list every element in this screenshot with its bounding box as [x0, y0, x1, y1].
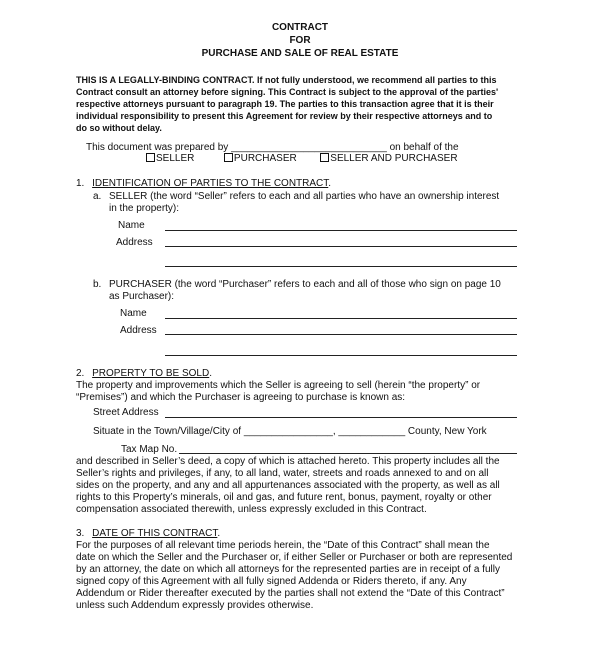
notice-line: do so without delay.: [76, 123, 162, 133]
section-number: 2.: [76, 368, 85, 379]
checkbox-icon: [146, 153, 155, 162]
date-body-line: signed copy of this Agreement with all fully signed Addenda or Riders thereto, if any. Any: [76, 576, 467, 587]
section-1-heading: 1. IDENTIFICATION OF PARTIES TO THE CONTRACT.: [76, 178, 332, 189]
property-body-line: Seller’s rights and privileges, if any, to all land, water, streets and roads annexed to and on all: [76, 468, 489, 479]
property-body-line: compensation associated therewith, unless expressly excluded in this Contract.: [76, 504, 427, 515]
date-body-line: For the purposes of all relevant time periods herein, the “Date of this Contract” shall mean the: [76, 540, 490, 551]
purchaser-name-field[interactable]: [165, 318, 517, 319]
date-body-line: by an attorney, the date on which all attorneys for the represented parties are in receipt of a fully: [76, 564, 500, 575]
contract-title-line3: PURCHASE AND SALE OF REAL ESTATE: [201, 48, 399, 59]
contract-title-line1: CONTRACT: [271, 22, 329, 33]
property-intro-line: The property and improvements which the Seller is agreeing to sell (herein “the property” or: [76, 380, 481, 391]
section-title: PROPERTY TO BE SOLD: [92, 368, 210, 379]
contract-title-line2: FOR: [289, 35, 311, 46]
county-field[interactable]: ____________: [338, 426, 406, 437]
notice-line: individual responsibility to present this Agreement for review by their respective attorneys and to: [76, 111, 493, 121]
seller-and-purchaser-option-label: SELLER AND PURCHASER: [330, 153, 458, 164]
date-body-line: date on which the Seller and the Purchaser or, if either Seller or Purchaser or both are represented: [76, 552, 513, 563]
tax-map-label: Tax Map No.: [121, 444, 178, 455]
purchaser-address-field[interactable]: [165, 334, 517, 335]
street-address-label: Street Address: [93, 407, 159, 418]
purchaser-address-field-2[interactable]: [165, 355, 517, 356]
seller-name-label: Name: [118, 220, 145, 231]
prepared-by-prefix: This document was prepared by: [86, 142, 229, 153]
seller-address-field-2[interactable]: [165, 266, 517, 267]
purchaser-checkbox[interactable]: [224, 153, 297, 164]
purchaser-description-line: as Purchaser):: [109, 291, 175, 302]
prepared-by-blank[interactable]: ____________________________: [231, 142, 387, 153]
purchaser-address-label: Address: [120, 325, 157, 336]
purchaser-description-line: PURCHASER (the word “Purchaser” refers to each and all of those who sign on page 10: [109, 279, 501, 290]
tax-map-field[interactable]: [179, 453, 517, 454]
notice-line: Contract consult an attorney before signing. This Contract is subject to the approval of the parties': [76, 87, 499, 97]
prepared-by-suffix: on behalf of the: [389, 142, 459, 153]
seller-description-line: in the property):: [109, 203, 180, 214]
purchaser-option-label: PURCHASER: [233, 153, 297, 164]
seller-and-purchaser-checkbox[interactable]: [320, 153, 457, 164]
situate-line: [93, 426, 487, 438]
situate-prefix: Situate in the Town/Village/City of: [93, 426, 242, 437]
town-field[interactable]: ________________,: [243, 426, 336, 437]
item-b-marker: b.: [93, 279, 102, 290]
section-number: 1.: [76, 178, 85, 189]
purchaser-name-label: Name: [120, 308, 147, 319]
seller-address-field[interactable]: [165, 246, 517, 247]
seller-name-field[interactable]: [165, 230, 517, 231]
seller-description-line: SELLER (the word “Seller” refers to each and all parties who have an ownership interest: [109, 191, 500, 202]
checkbox-icon: [224, 153, 233, 162]
property-body-line: and described in Seller’s deed, a copy of which is attached hereto. This property includes all the: [76, 456, 500, 467]
notice-line: THIS IS A LEGALLY-BINDING CONTRACT. If not fully understood, we recommend all parties to this: [76, 75, 497, 85]
section-title: DATE OF THIS CONTRACT: [92, 528, 218, 539]
street-address-field[interactable]: [165, 417, 517, 418]
item-a-marker: a.: [93, 191, 102, 202]
section-2-heading: 2. PROPERTY TO BE SOLD.: [76, 368, 212, 379]
property-body-line: sides on the property, and any and all appurtenances associated with the property, as well as all: [76, 480, 500, 491]
date-body-line: Addendum or Rider thereafter executed by the parties shall not extend the “Date of this Contract”: [76, 588, 505, 599]
notice-line: respective attorneys pursuant to paragraph 19. The parties to this transaction agree that it is their: [76, 99, 494, 109]
property-intro-line: “Premises”) and which the Purchaser is agreeing to purchase is known as:: [76, 392, 406, 403]
date-body-line: unless such Addendum expressly provides otherwise.: [76, 600, 314, 611]
party-options: [146, 153, 458, 165]
section-title: IDENTIFICATION OF PARTIES TO THE CONTRACT: [92, 178, 329, 189]
section-3-heading: 3. DATE OF THIS CONTRACT.: [76, 528, 221, 539]
situate-suffix: County, New York: [407, 426, 487, 437]
seller-option-label: SELLER: [156, 153, 195, 164]
property-body-line: rights to this Property’s minerals, oil and gas, and future rent, bonus, payment, royalty or other: [76, 492, 492, 503]
seller-checkbox[interactable]: [146, 153, 194, 164]
seller-address-label: Address: [116, 237, 153, 248]
checkbox-icon: [320, 153, 329, 162]
section-number: 3.: [76, 528, 85, 539]
